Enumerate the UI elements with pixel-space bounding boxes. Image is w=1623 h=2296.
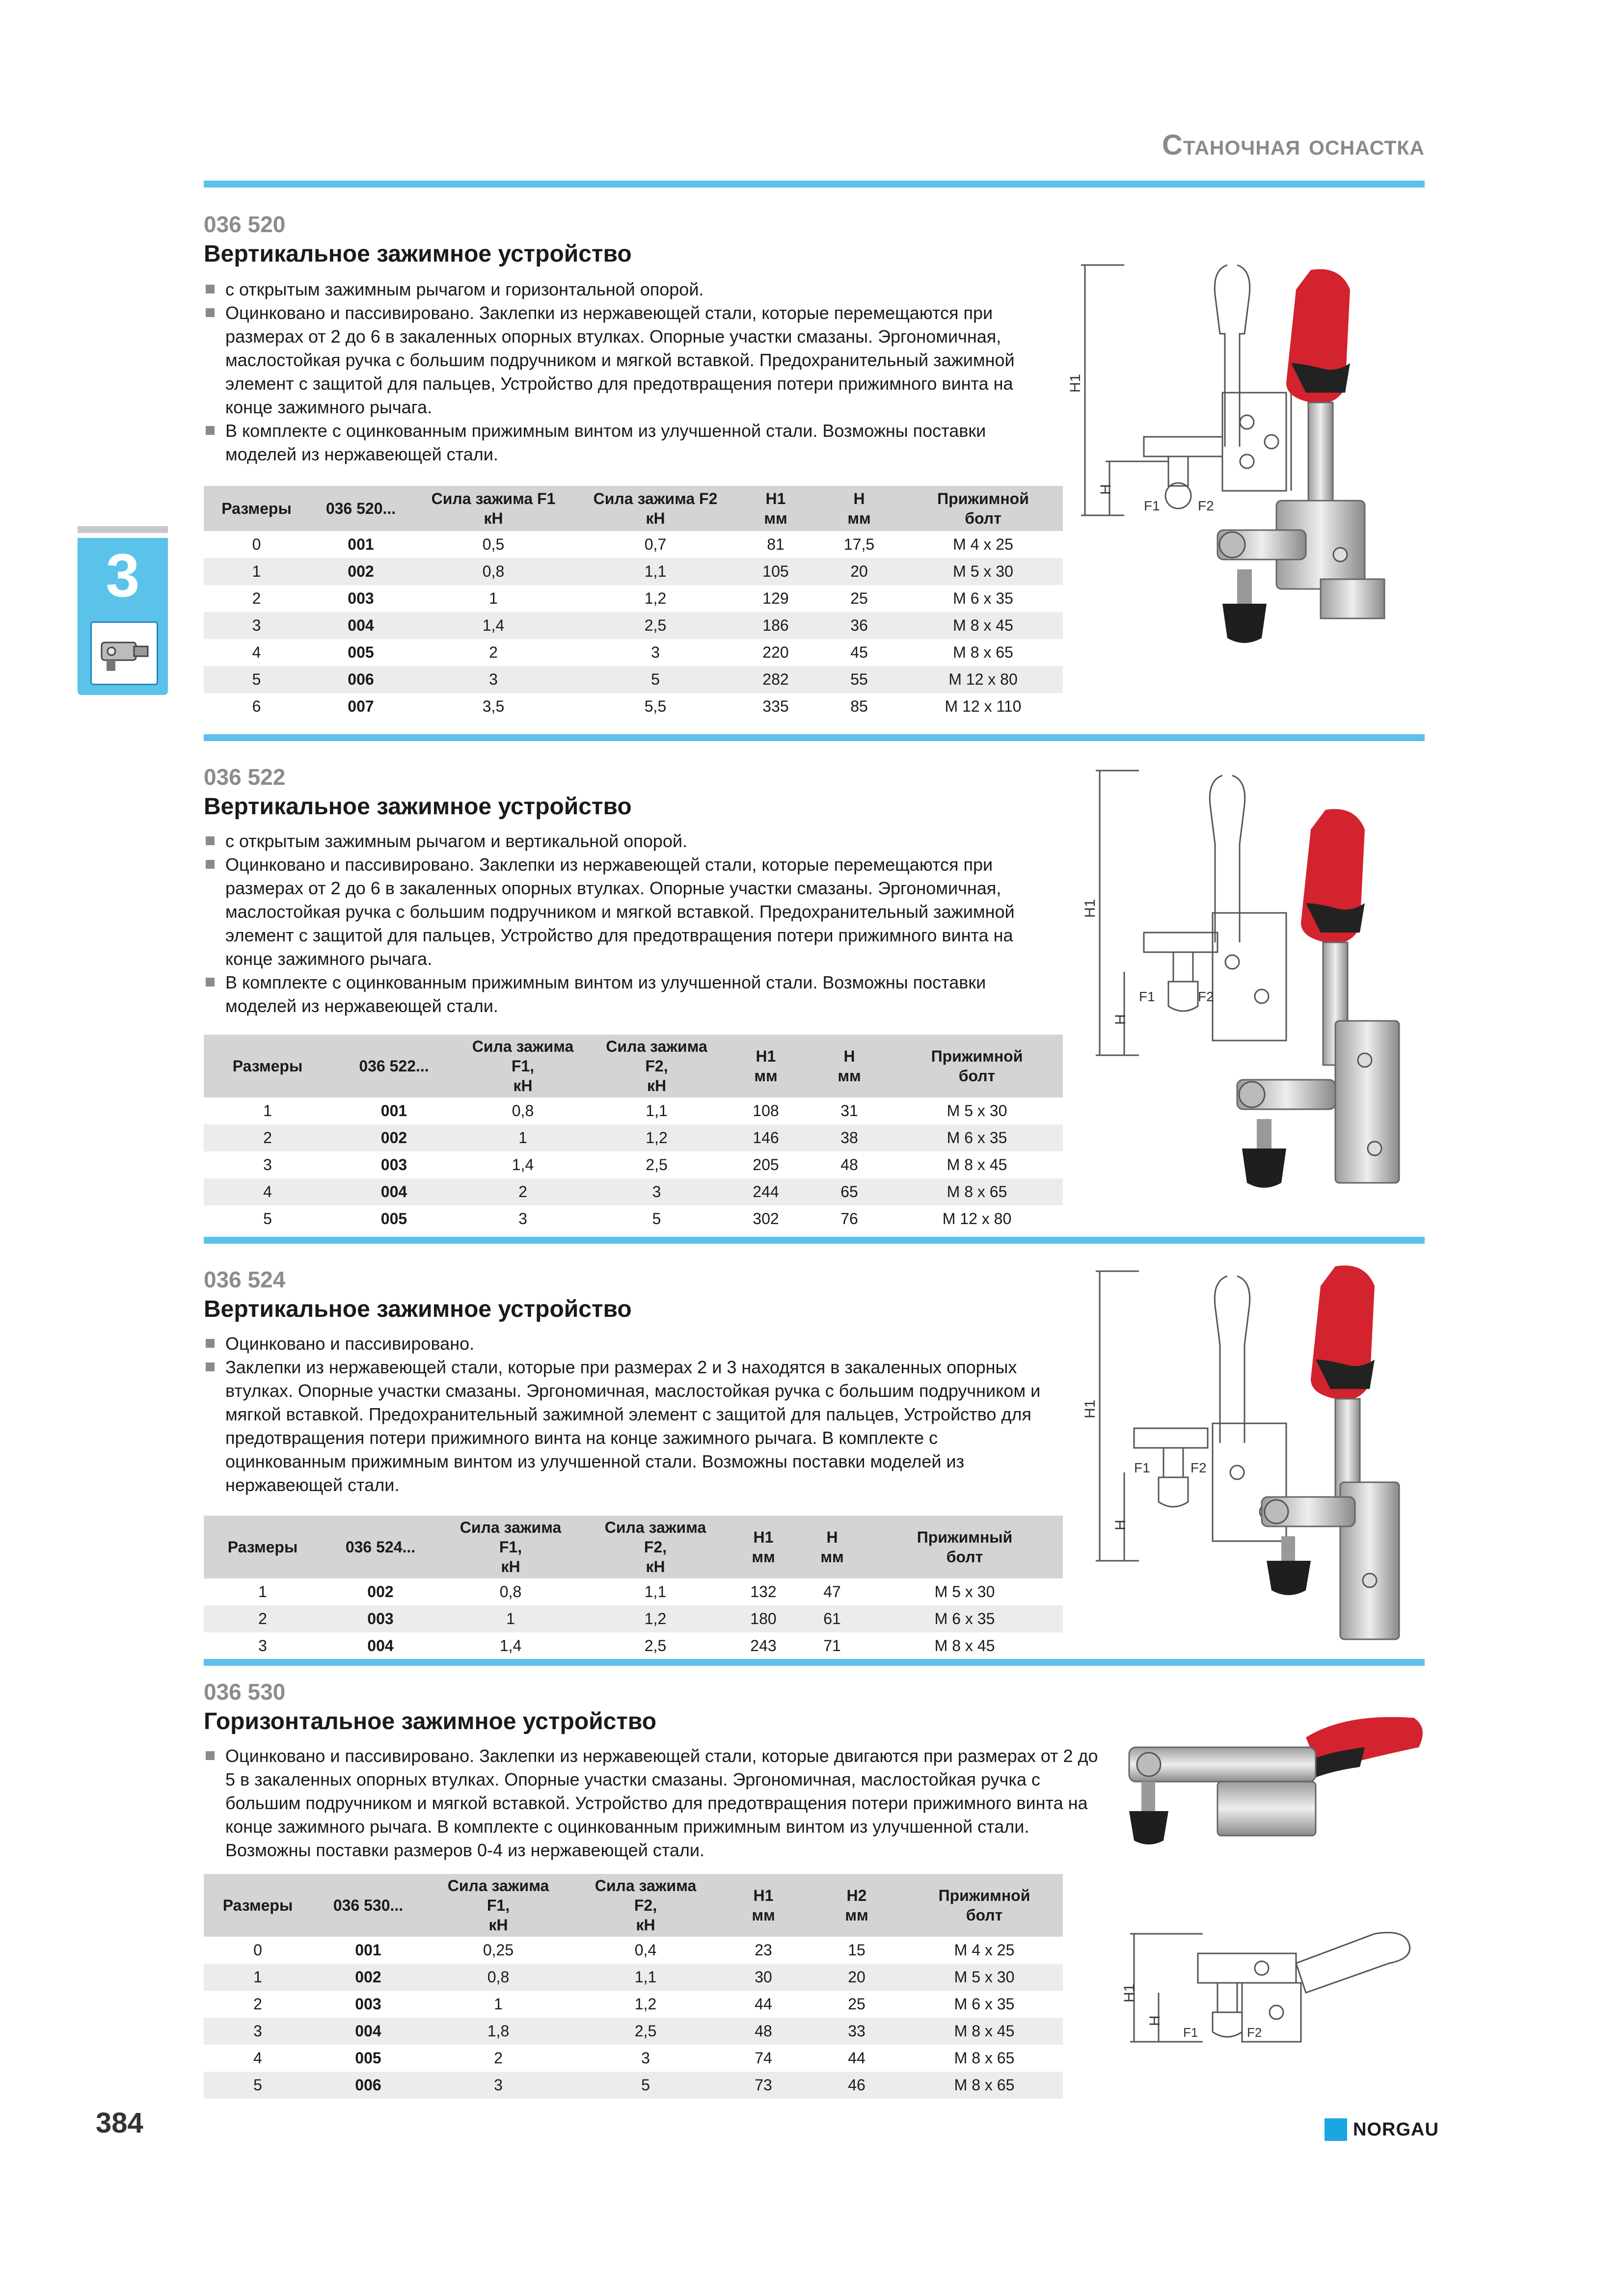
feature-item: В комплекте с оцинкованным прижимным винтом из улучшенной стали. Возможны поставки моделей из нержавеющей стали.	[204, 971, 1058, 1018]
section-divider	[204, 734, 1425, 741]
col-header: H1 мм	[729, 1516, 798, 1578]
drawing-label: F2	[1198, 498, 1214, 513]
brand-logo-mark	[1325, 2118, 1347, 2141]
product-photo	[1203, 265, 1429, 707]
feature-list	[204, 278, 1058, 466]
technical-drawing	[1114, 1914, 1429, 2061]
table-row: 6 007 3,5 5,5 335 85 M 12 x 110	[252, 697, 1022, 715]
section-divider	[204, 1237, 1425, 1244]
drawing-label: H1	[1067, 374, 1083, 393]
table-row: 1 002 0,8 1,1 132 47 M 5 x 30	[258, 1583, 995, 1601]
table-row: 4 004 2 3 244 65 M 8 x 65	[204, 1178, 1063, 1205]
drawing-label: F2	[1198, 989, 1214, 1004]
drawing-label: F1	[1144, 498, 1160, 513]
col-header: 036 522...	[331, 1035, 457, 1097]
col-header: H мм	[808, 1035, 891, 1097]
drawing-label: H	[1112, 1520, 1129, 1530]
col-header: Прижимной болт	[903, 486, 1063, 531]
table-row: 1 002 0,8 1,1 30 20 M 5 x 30	[204, 1964, 1063, 1991]
toggle-clamp-icon	[90, 621, 158, 685]
drawing-label: F2	[1247, 2025, 1262, 2040]
feature-list	[204, 1744, 1102, 1862]
table-row: 2 003 1 1,2 44 25 M 6 x 35	[253, 1995, 1015, 2013]
col-header: Прижимной болт	[891, 1035, 1063, 1097]
col-header: Прижимной болт	[906, 1874, 1063, 1937]
page-number: 384	[96, 2107, 143, 2139]
product-title: Вертикальное зажимное устройство	[204, 241, 632, 267]
table-row: 2 002 1 1,2 146 38 M 6 x 35	[204, 1124, 1063, 1151]
spec-table	[204, 1035, 1063, 1232]
table-row: 4 005 2 3 74 44 M 8 x 65	[253, 2049, 1015, 2067]
table-row: 2 003 1 1,2 180 61 M 6 x 35	[204, 1605, 1063, 1632]
feature-item: В комплекте с оцинкованным прижимным винтом из улучшенной стали. Возможны поставки моделей из нержавеющей стали.	[204, 419, 1058, 466]
drawing-label: H1	[1082, 899, 1098, 918]
drawing-label: H1	[1121, 1983, 1137, 2002]
product-code: 036 524	[204, 1267, 286, 1292]
col-header: H1 мм	[736, 486, 815, 531]
table-row: 5 006 3 5 73 46 M 8 x 65	[204, 2072, 1063, 2099]
section-divider	[204, 1659, 1425, 1666]
brand-logo-text: NORGAU	[1353, 2119, 1439, 2140]
col-header: Размеры	[204, 1035, 331, 1097]
drawing-label: F1	[1134, 1460, 1150, 1475]
col-header: Сила зажима F1, кН	[457, 1035, 589, 1097]
drawing-label: H	[1098, 484, 1114, 495]
table-row: 3 004 1,4 2,5 243 71 M 8 x 45	[258, 1637, 995, 1655]
col-header: Сила зажима F2, кН	[582, 1516, 729, 1578]
col-header: H2 мм	[808, 1874, 906, 1937]
feature-item: Оцинковано и пассивировано. Заклепки из нержавеющей стали, которые перемещаются при размерах от 2 до 6 в закаленных опорных втулках. Опорные участки смазаны. Эргономичная, маслостойкая ручка с большим подручником и мягкой вставкой. Предохранительный зажимной элемент с защитой для пальцев, Устройство для предотвращения потери прижимного винта на конце зажимного рычага.	[204, 853, 1058, 971]
product-title: Вертикальное зажимное устройство	[204, 1296, 632, 1322]
table-row: 0 001 0,5 0,7 81 17,5 M 4 x 25	[252, 535, 1013, 553]
drawing-label: F2	[1190, 1460, 1207, 1475]
col-header: Сила зажима F2, кН	[572, 1874, 719, 1937]
col-header: 036 530...	[312, 1874, 425, 1937]
table-row: 5 006 3 5 282 55 M 12 x 80	[204, 666, 1063, 693]
drawing-label: H	[1147, 2015, 1163, 2026]
table-row: 3 003 1,4 2,5 205 48 M 8 x 45	[263, 1156, 1007, 1174]
feature-item: Заклепки из нержавеющей стали, которые при размерах 2 и 3 находятся в закаленных опорных втулках. Опорные участки смазаны. Эргономичная, маслостойкая ручка с большим подручником и мягкой вставкой. Предохранительный зажимной элемент с защитой для пальцев, Устройство для предотвращения потери прижимного винта на конце зажимного рычага. В комплекте с оцинкованным прижимным винтом из улучшенной стали. Возможны поставки моделей из нержавеющей стали.	[204, 1356, 1058, 1497]
table-row: 3 004 1,8 2,5 48 33 M 8 x 45	[204, 2018, 1063, 2045]
product-code: 036 530	[204, 1679, 286, 1705]
spec-table	[204, 1516, 1063, 1659]
feature-item: с открытым зажимным рычагом и горизонтальной опорой.	[204, 278, 1058, 301]
table-row: 2 003 1 1,2 129 25 M 6 x 35	[252, 589, 1013, 607]
feature-item: Оцинковано и пассивировано. Заклепки из нержавеющей стали, которые двигаются при размерах от 2 до 5 в закаленных опорных втулках. Опорные участки смазаны. Эргономичная, маслостойкая ручка с большим подручником и мягкой вставкой. Устройство для предотвращения потери прижимного винта на конце зажимного рычага. В комплекте с оцинкованным прижимным винтом из улучшенной стали. Возможны поставки размеров 0-4 из нержавеющей стали.	[204, 1744, 1102, 1862]
product-photo	[1257, 1261, 1434, 1669]
table-row: 1 001 0,8 1,1 108 31 M 5 x 30	[263, 1102, 1007, 1120]
col-header: Сила зажима F1, кН	[439, 1516, 582, 1578]
feature-item: Оцинковано и пассивировано.	[204, 1332, 1058, 1356]
drawing-label: F1	[1139, 989, 1155, 1004]
col-header: Размеры	[204, 486, 309, 531]
table-row: 5 005 3 5 302 76 M 12 x 80	[263, 1210, 1012, 1228]
drawing-label: H1	[1082, 1399, 1098, 1418]
col-header: Размеры	[204, 1874, 312, 1937]
col-header: Сила зажима F2 кН	[574, 486, 736, 531]
feature-list	[204, 829, 1058, 1018]
table-row: 3 004 1,4 2,5 186 36 M 8 x 45	[204, 612, 1063, 639]
col-header: 036 524...	[322, 1516, 439, 1578]
col-header: Сила зажима F2, кН	[589, 1035, 724, 1097]
feature-list	[204, 1332, 1058, 1497]
spec-table	[204, 1874, 1063, 2099]
col-header: 036 520...	[309, 486, 412, 531]
product-photo	[1227, 805, 1434, 1212]
chapter-number: 3	[106, 542, 140, 610]
feature-item: с открытым зажимным рычагом и вертикальной опорой.	[204, 829, 1058, 853]
col-header: Прижимный болт	[866, 1516, 1063, 1578]
drawing-label: F1	[1183, 2025, 1198, 2040]
col-header: H мм	[798, 1516, 866, 1578]
drawing-label: H	[1112, 1014, 1129, 1025]
chapter-tab[interactable]	[78, 538, 168, 695]
table-row: 1 002 0,8 1,1 105 20 M 5 x 30	[204, 558, 1063, 585]
product-code: 036 522	[204, 764, 286, 790]
feature-item: Оцинковано и пассивировано. Заклепки из нержавеющей стали, которые перемещаются при размерах от 2 до 6 в закаленных опорных втулках. Опорные участки смазаны. Эргономичная, маслостойкая ручка с большим подручником и мягкой вставкой. Предохранительный зажимной элемент с защитой для пальцев, Устройство для предотвращения потери прижимного винта на конце зажимного рычага.	[204, 301, 1058, 419]
table-row: 4 005 2 3 220 45 M 8 x 65	[252, 643, 1013, 661]
product-title: Вертикальное зажимное устройство	[204, 794, 632, 820]
header-rule	[204, 181, 1425, 187]
col-header: Размеры	[204, 1516, 322, 1578]
product-title: Горизонтальное зажимное устройство	[204, 1709, 657, 1735]
col-header: H1 мм	[719, 1874, 808, 1937]
col-header: H1 мм	[724, 1035, 808, 1097]
product-code: 036 520	[204, 212, 286, 237]
col-header: Сила зажима F1 кН	[412, 486, 574, 531]
col-header: Сила зажима F1, кН	[425, 1874, 572, 1937]
spec-table	[204, 486, 1063, 720]
table-row: 0 001 0,25 0,4 23 15 M 4 x 25	[253, 1941, 1015, 1959]
page-header-title: Станочная оснастка	[1162, 129, 1425, 161]
col-header: H мм	[815, 486, 903, 531]
product-photo	[1119, 1708, 1434, 1895]
chapter-tab-cap	[78, 526, 168, 533]
